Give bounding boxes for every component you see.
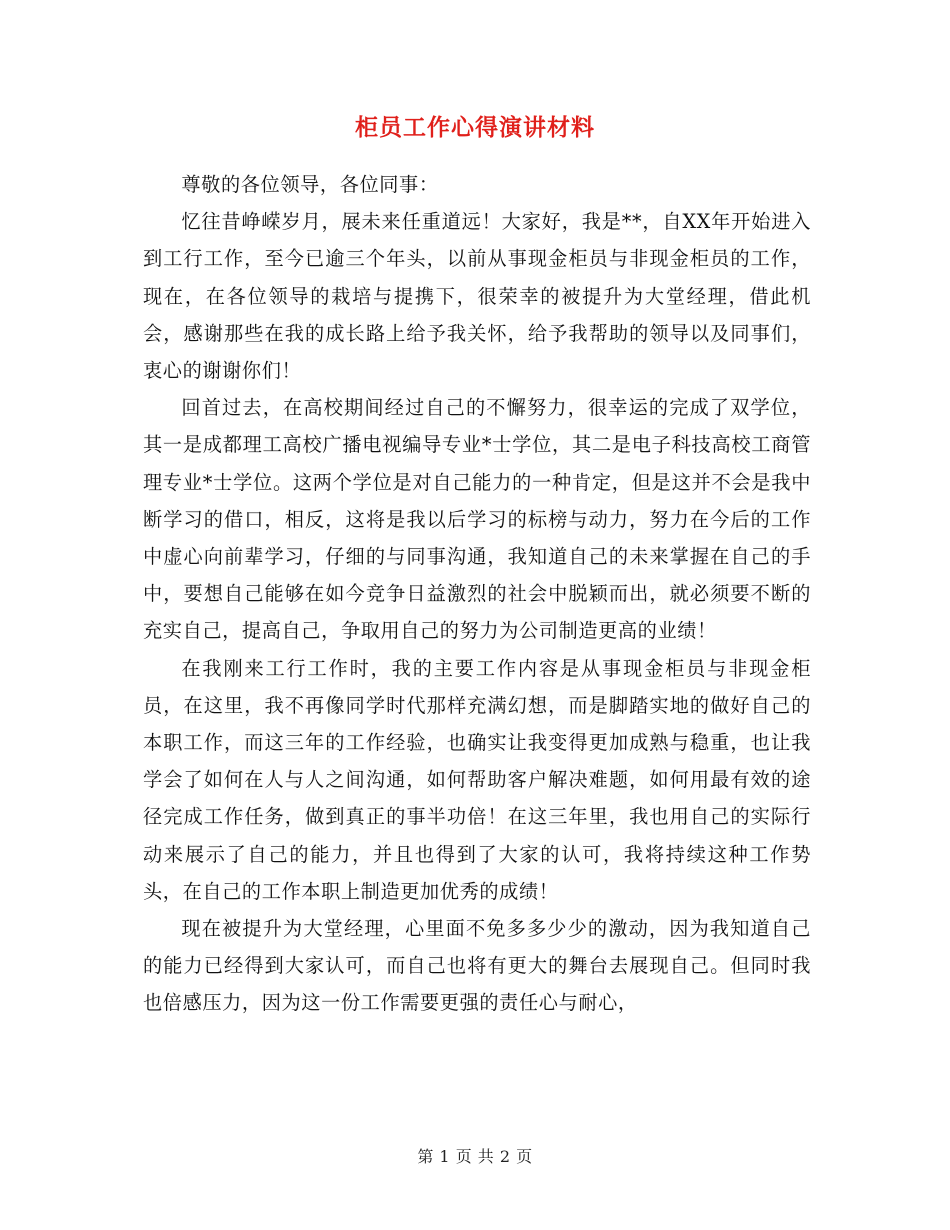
salutation-paragraph: 尊敬的各位领导，各位同事： <box>181 173 439 196</box>
body-paragraph: 在我刚来工行工作时，我的主要工作内容是从事现金柜员与非现金柜员，在这里，我不再像同学时代那样充满幻想，而是脚踏实地的做好自己的本职工作，而这三年的工作经验，也确实让我变得更加成熟与稳重，也让我学会了如何在人与人之间沟通，如何帮助客户解决难题，如何用最有效的途径完成工作任务，做到真正的事半功倍！在这三年里，我也用自己的实际行动来展示了自己的能力，并且也得到了大家的认可，我将持续这种工作势头，在自己的工作本职上制造更加优秀的成绩！ <box>143 656 811 903</box>
document-body <box>143 166 811 1022</box>
document-title: 柜员工作心得演讲材料 <box>355 114 595 141</box>
body-paragraph: 回首过去，在高校期间经过自己的不懈努力，很幸运的完成了双学位，其一是成都理工高校广播电视编导专业*士学位，其二是电子科技高校工商管理专业*士学位。这两个学位是对自己能力的一种肯定，但是这并不会是我中断学习的借口，相反，这将是我以后学习的标榜与动力，努力在今后的工作中虚心向前辈学习，仔细的与同事沟通，我知道自己的未来掌握在自己的手中，要想自己能够在如今竞争日益激烈的社会中脱颖而出，就必须要不断的充实自己，提高自己，争取用自己的努力为公司制造更高的业绩！ <box>143 396 811 643</box>
page-number-footer: 第 1 页 共 2 页 <box>417 1147 533 1166</box>
body-paragraph: 现在被提升为大堂经理，心里面不免多多少少的激动，因为我知道自己的能力已经得到大家认可，而自己也将有更大的舞台去展现自己。但同时我也倍感压力，因为这一份工作需要更强的责任心与耐心， <box>143 917 811 1015</box>
body-paragraph: 忆往昔峥嵘岁月，展未来任重道远！大家好，我是**，自XX年开始进入到工行工作，至今已逾三个年头，以前从事现金柜员与非现金柜员的工作，现在，在各位领导的栽培与提携下，很荣幸的被提升为大堂经理，借此机会，感谢那些在我的成长路上给予我关怀，给予我帮助的领导以及同事们，衷心的谢谢你们！ <box>143 210 811 383</box>
